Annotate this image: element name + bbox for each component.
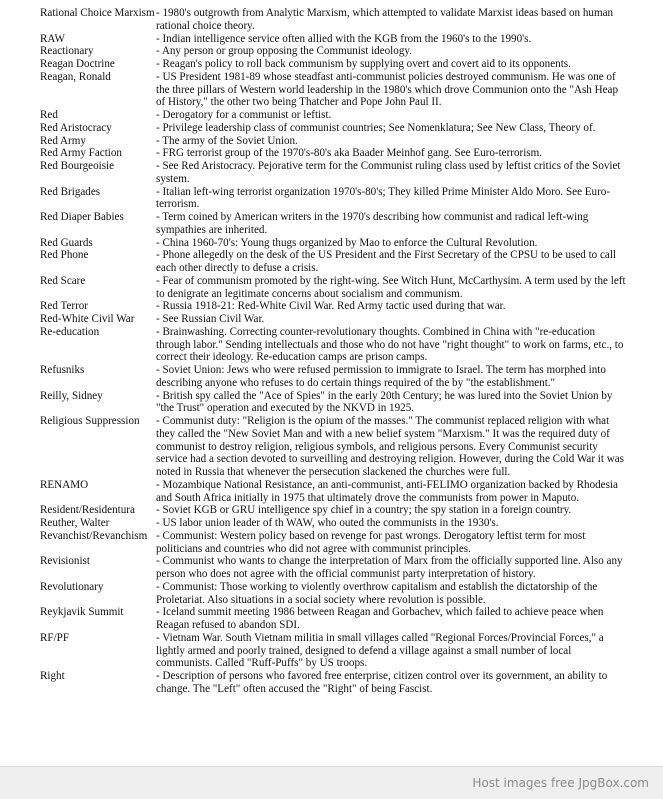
- glossary-definition: - Brainwashing. Correcting counter-revolutionary thoughts. Combined in China with "re-education through labor." Sending intellectuals and those who do not have "right thought" to work on farms, etc., to correct their ideology. Re-education camps are prison camps.: [156, 325, 624, 364]
- glossary-definition: - British spy called the "Ace of Spies" in the early 20th Century; he was lured into the Soviet Union by "the Trust" operation and executed by the NKVD in 1925.: [156, 389, 613, 415]
- glossary-term: Red-White Civil War: [40, 313, 135, 325]
- glossary-definition: - Russia 1918-21: Red-White Civil War. Red Army tactic used during that war.: [156, 300, 506, 313]
- glossary-entry: [40, 479, 630, 505]
- glossary-definition: - US President 1981-89 whose steadfast anti-communist policies destroyed communism. He was one of the three pillars of Western world leadership in the 1980's which drove Communion onto the "Ash Heap of History," the other two being Thatcher and Pope John Paul II.: [156, 70, 619, 109]
- glossary-entry: [40, 186, 630, 212]
- glossary-entry: [40, 58, 630, 71]
- glossary-definition: - Fear of communism promoted by the right-wing. See Witch Hunt, McCarthysim. A term used by the left to denigrate an legitimate concerns about socialism and communism.: [156, 274, 626, 300]
- glossary-definition: - Italian left-wing terrorist organization 1970's-80's; They killed Prime Minister Aldo Moro. See Euro-terrorism.: [156, 185, 611, 211]
- glossary-term: RF/PF: [40, 631, 69, 644]
- glossary-term: Red Army Faction: [40, 147, 122, 160]
- glossary-term: Resident/Residentura: [40, 504, 135, 517]
- glossary-definition: - Mozambique National Resistance, an anti-communist, anti-FELIMO organization backed by Rhodesia and South Africa initially in 1975 that ultimately drove the communists from power in Maputo.: [156, 478, 618, 504]
- glossary-entry: [40, 71, 630, 109]
- glossary-definition: - Description of persons who favored free enterprise, citizen control over its government, an ability to change. The "Left" often accused the "Right" of being Fascist.: [156, 670, 608, 695]
- glossary-entry: [40, 45, 630, 58]
- glossary-list: [40, 7, 630, 696]
- glossary-term: RENAMO: [40, 478, 89, 491]
- glossary-entry: [40, 364, 630, 390]
- glossary-definition: - Communist: Western policy based on revenge for past wrongs. Derogatory leftist term for most politicians and countries who did not agree with communist principles.: [156, 529, 586, 555]
- glossary-entry: [40, 415, 630, 479]
- glossary-definition: - Term coined by American writers in the 1970's describing how communist and radical left-wing sympathies are inherited.: [156, 211, 589, 236]
- glossary-term: Re-education: [40, 325, 100, 338]
- glossary-term: Reilly, Sidney: [40, 389, 103, 402]
- glossary-definition: - Indian intelligence service often allied with the KGB from the 1960's to the 1990's.: [156, 32, 532, 45]
- glossary-term: Refusniks: [40, 364, 85, 376]
- glossary-definition: - FRG terrorist group of the 1970's-80's aka Baader Meinhof gang. See Euro-terrorism.: [156, 147, 543, 160]
- glossary-term: Red Brigades: [40, 185, 101, 198]
- glossary-entry: [40, 135, 630, 148]
- glossary-definition: - Reagan's policy to roll back communism by supplying overt and covert aid to its opponents.: [156, 58, 571, 70]
- glossary-term: Revisionist: [40, 555, 90, 568]
- glossary-definition: - See Russian Civil War.: [156, 313, 265, 325]
- glossary-entry: [40, 326, 630, 364]
- glossary-entry: [40, 7, 630, 33]
- glossary-term: Revanchist/Revanchism: [40, 529, 148, 542]
- glossary-entry: [40, 530, 630, 556]
- glossary-term: Red Guards: [40, 236, 93, 249]
- glossary-term: Reagan Doctrine: [40, 58, 115, 70]
- glossary-term: Religious Suppression: [40, 415, 140, 427]
- glossary-term: Red Aristocracy: [40, 121, 112, 134]
- glossary-entry: [40, 237, 630, 250]
- glossary-term: Revolutionary: [40, 580, 104, 593]
- glossary-entry: [40, 275, 630, 301]
- glossary-term: Right: [40, 670, 65, 682]
- glossary-definition: - US labor union leader of th WAW, who outed the communists in the 1930's.: [156, 517, 499, 529]
- footer-watermark[interactable]: Host images free JpgBox.com: [472, 776, 649, 790]
- glossary-term: Red Phone: [40, 249, 89, 262]
- glossary-entry: [40, 313, 630, 326]
- glossary-definition: - 1980's outgrowth from Analytic Marxism, which attempted to validate Marxist ideas based on human rational choice theory.: [156, 7, 614, 32]
- glossary-term: Rational Choice Marxism: [40, 7, 155, 19]
- glossary-definition: - See Red Aristocracy. Pejorative term for the Communist ruling class used by leftist critics of the Soviet system.: [156, 160, 621, 185]
- glossary-definition: - Communist: Those working to violently overthrow capitalism and establish the dictatorship of the Proletariat. Also situations in a social society where revolution is possible.: [156, 580, 598, 606]
- glossary-term: Reykjavik Summit: [40, 606, 124, 619]
- glossary-definition: - Communist who wants to change the interpretation of Marx from the officially supported line. Also any person who does not agree with the official communist party interpretation of history.: [156, 555, 623, 580]
- glossary-definition: - Derogatory for a communist or leftist.: [156, 109, 332, 121]
- glossary-term: Reactionary: [40, 45, 94, 58]
- glossary-entry: [40, 300, 630, 313]
- glossary-entry: [40, 109, 630, 122]
- glossary-entry: [40, 160, 630, 186]
- glossary-term: Red Bourgeoisie: [40, 160, 115, 172]
- glossary-definition: - The army of the Soviet Union.: [156, 134, 298, 147]
- glossary-entry: [40, 504, 630, 517]
- glossary-term: Reagan, Ronald: [40, 70, 111, 83]
- glossary-entry: [40, 147, 630, 160]
- glossary-entry: [40, 390, 630, 416]
- glossary-definition: - Any person or group opposing the Communist ideology.: [156, 45, 412, 58]
- glossary-definition: - Privilege leadership class of communist countries; See Nomenklatura; See New Class, Theory of.: [156, 121, 596, 134]
- glossary-term: Red Scare: [40, 274, 86, 287]
- glossary-definition: - Soviet KGB or GRU intelligence spy chief in a country; the spy station in a foreign country.: [156, 504, 572, 517]
- glossary-entry: [40, 581, 630, 607]
- glossary-entry: [40, 517, 630, 530]
- glossary-definition: - Communist duty: "Religion is the opium of the masses." The communist replaced religion with what they called the "New Soviet Man and with a new belief system "Marxism." It was the required duty of communist to destroy religion, religious symbols, and religious persons. Every Communist security service had a section devoted to surveilling and destroying religion. However, during the Cold War it was noted in Russia that whenever the persecution slackened the churches were full.: [156, 415, 624, 478]
- footer-bar: [0, 766, 663, 799]
- glossary-entry: [40, 122, 630, 135]
- glossary-definition: - Soviet Union: Jews who were refused permission to immigrate to Israel. The term has morphed into describing anyone who refuses to do certain things required of the by "the establishment.": [156, 364, 606, 389]
- glossary-definition: - Iceland summit meeting 1986 between Reagan and Gorbachev, which failed to achieve peace when Reagan refused to abandon SDI.: [156, 606, 604, 631]
- glossary-term: RAW: [40, 32, 65, 45]
- glossary-entry: [40, 632, 630, 670]
- glossary-term: Reuther, Walter: [40, 517, 110, 529]
- glossary-entry: [40, 211, 630, 237]
- glossary-term: Red Diaper Babies: [40, 211, 124, 223]
- glossary-term: Red Army: [40, 134, 86, 147]
- glossary-term: Red Terror: [40, 300, 88, 313]
- glossary-entry: [40, 606, 630, 632]
- glossary-entry: [40, 249, 630, 275]
- glossary-entry: [40, 670, 630, 696]
- glossary-entry: [40, 555, 630, 581]
- glossary-definition: - Vietnam War. South Vietnam militia in small villages called "Regional Forces/Provincial Forces," a lightly armed and poorly trained, designed to defend a village against a small number of local communists. Called "Ruff-Puffs" by US troops.: [156, 631, 604, 670]
- glossary-term: Red: [40, 109, 58, 121]
- glossary-definition: - China 1960-70's: Young thugs organized by Mao to enforce the Cultural Revolution.: [156, 236, 538, 249]
- glossary-entry: [40, 33, 630, 46]
- glossary-definition: - Phone allegedly on the desk of the US President and the First Secretary of the CPSU to be used to call each other directly to defuse a crisis.: [156, 249, 616, 274]
